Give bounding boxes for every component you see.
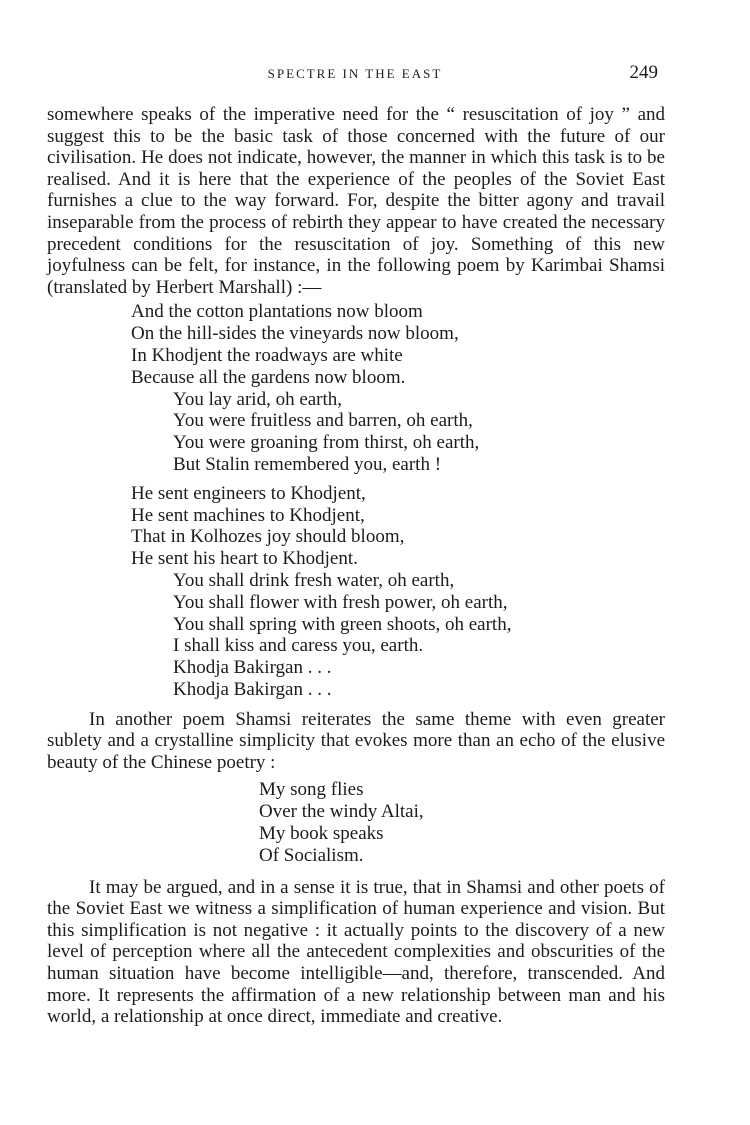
poem-line: He sent engineers to Khodjent, [131,482,366,504]
poem-line: You lay arid, oh earth, [173,388,343,410]
poem-line: Khodja Bakirgan . . . [173,657,332,679]
poem-line: You shall flower with fresh power, oh earth, [173,591,508,613]
poem-line: And the cotton plantations now bloom [131,301,423,323]
running-title: SPECTRE IN THE EAST [267,66,443,81]
paragraph-3: It may be argued, and in a sense it is true, that in Shamsi and other poets of the Soviet East we witness a simplification of human experience and vision. But this simplification is not negative : it actually points to the discovery of a new level of perception where all the antecedent complexities and obscurities of the human situation have become intelligible—and, therefore, transcended. And more. It represents the affirmation of a new relationship between man and his world, a relationship at once direct, immediate and creative. [47,876,665,1028]
running-head [0,62,750,86]
page-body [47,104,665,1028]
poem-line: Of Socialism. [259,844,364,866]
paragraph-1: somewhere speaks of the imperative need for the “ resuscitation of joy ” and suggest this to be the basic task of those concerned with the future of our civilisation. He does not indicate, however, the manner in which this task is to be realised. And it is here that the experience of the peoples of the Soviet East furnishes a clue to the way forward. For, despite the bitter agony and travail inseparable from the process of rebirth they appear to have created the necessary precedent conditions for the resuscitation of joy. Something of this new joyfulness can be felt, for instance, in the following poem by Karimbai Shamsi (translated by Herbert Marshall) :— [47,104,665,298]
poem-line: On the hill-sides the vineyards now bloom, [131,323,459,345]
paragraph-2: In another poem Shamsi reiterates the same theme with even greater sublety and a crystalline simplicity that evokes more than an echo of the elusive beauty of the Chinese poetry : [47,708,665,773]
poem-line: You shall spring with green shoots, oh earth, [173,613,512,635]
poem-line: He sent machines to Khodjent, [131,504,365,526]
poem-line: In Khodjent the roadways are white [131,344,403,366]
poem-line: He sent his heart to Khodjent. [131,548,358,570]
poem-line: My song flies [259,779,364,801]
poem2 [47,779,665,866]
poem-line: You were groaning from thirst, oh earth, [173,432,480,454]
poem-line: But Stalin remembered you, earth ! [173,453,442,475]
page-number: 249 [629,62,658,83]
poem1-stanza2 [47,483,665,701]
poem-line: I shall kiss and caress you, earth. [173,635,424,657]
poem-line: Because all the gardens now bloom. [131,366,406,388]
poem-line: That in Kolhozes joy should bloom, [131,526,405,548]
poem-line: Khodja Bakirgan . . . [173,678,332,700]
poem-line: You were fruitless and barren, oh earth, [173,410,473,432]
poem1-stanza1 [47,301,665,475]
poem-line: Over the windy Altai, [259,801,424,823]
poem-line: You shall drink fresh water, oh earth, [173,569,455,591]
poem-line: My book speaks [259,823,384,845]
